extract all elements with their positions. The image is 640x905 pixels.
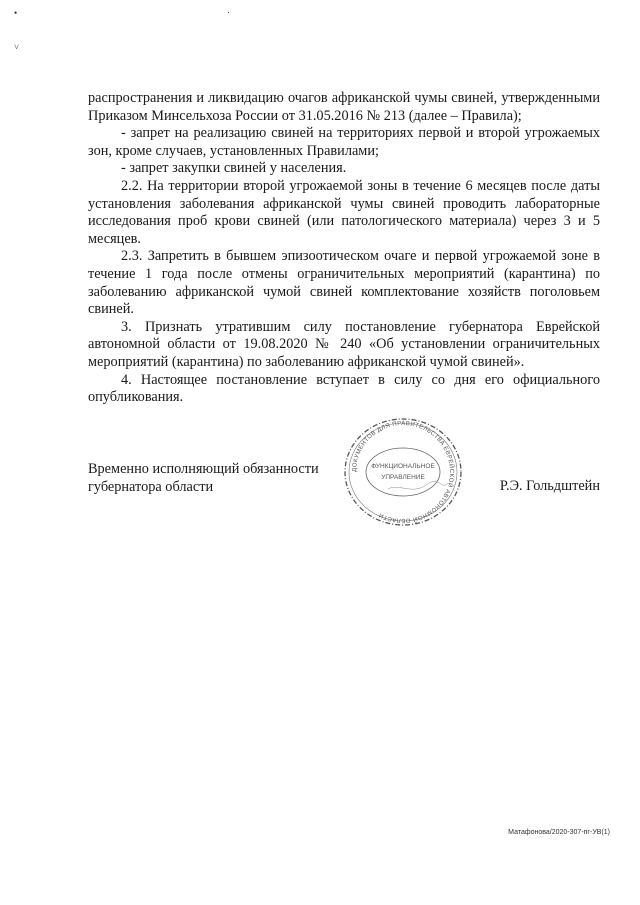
stamp-center-line1: ФУНКЦИОНАЛЬНОЕ — [371, 463, 435, 470]
footer-reference: Матафонова/2020-307-пг-УВ(1) — [508, 829, 610, 836]
scan-speck — [228, 12, 229, 13]
paragraph-3: 3. Признать утратившим силу постановление губернатора Еврейской автономной области от 19.08.2020 № 240 «Об установлении ограничительных мероприятий (карантина) по заболеванию африканской чумой свиней». — [88, 318, 600, 370]
stamp-center-line2: УПРАВЛЕНИЕ — [381, 474, 425, 481]
signer-name: Р.Э. Гольдштейн — [499, 478, 600, 494]
paragraph-4: 4. Настоящее постановление вступает в силу со дня его официального опубликования. — [88, 371, 600, 406]
paragraph-continuation: распространения и ликвидацию очагов африканской чумы свиней, утвержденными Приказом Минсельхоза России от 31.05.2016 № 213 (далее – Правила); — [88, 90, 600, 124]
paragraph-ban-purchase: - запрет закупки свиней у населения. — [121, 160, 347, 177]
document-body — [88, 90, 600, 407]
signer-position-line2: губернатора области — [88, 478, 214, 495]
scan-mark-check: ˅ — [14, 42, 20, 52]
scan-mark-dot: • — [14, 8, 18, 18]
paragraph-2-3: 2.3. Запретить в бывшем эпизоотическом очаге и первой угрожаемой зоне в течение 1 года после отмены ограничительных мероприятий (карантина) по заболеванию африканской чумой свиней комплектование хозяйств поголовьем свиней. — [88, 248, 600, 318]
signer-position — [88, 461, 319, 496]
signature-block — [88, 461, 600, 521]
paragraph-ban-sale: - запрет на реализацию свиней на территориях первой и второй угрожаемых зон, кроме случаев, установленных Правилами; — [88, 125, 600, 159]
paragraph-2-2: 2.2. На территории второй угрожаемой зоны в течение 6 месяцев после даты установления заболевания африканской чумы свиней проводить лабораторные исследования проб крови свиней (или патологического материала) через 3 и 5 месяцев. — [88, 177, 600, 247]
signer-position-line1: Временно исполняющий обязанности — [88, 461, 319, 477]
stamp-ring-text: ДОКУМЕНТОВ ДЛЯ ПРАВИТЕЛЬСТВА ЕВРЕЙСКОЙ АВТОНОМНОЙ ОБЛАСТИ — [351, 420, 455, 524]
